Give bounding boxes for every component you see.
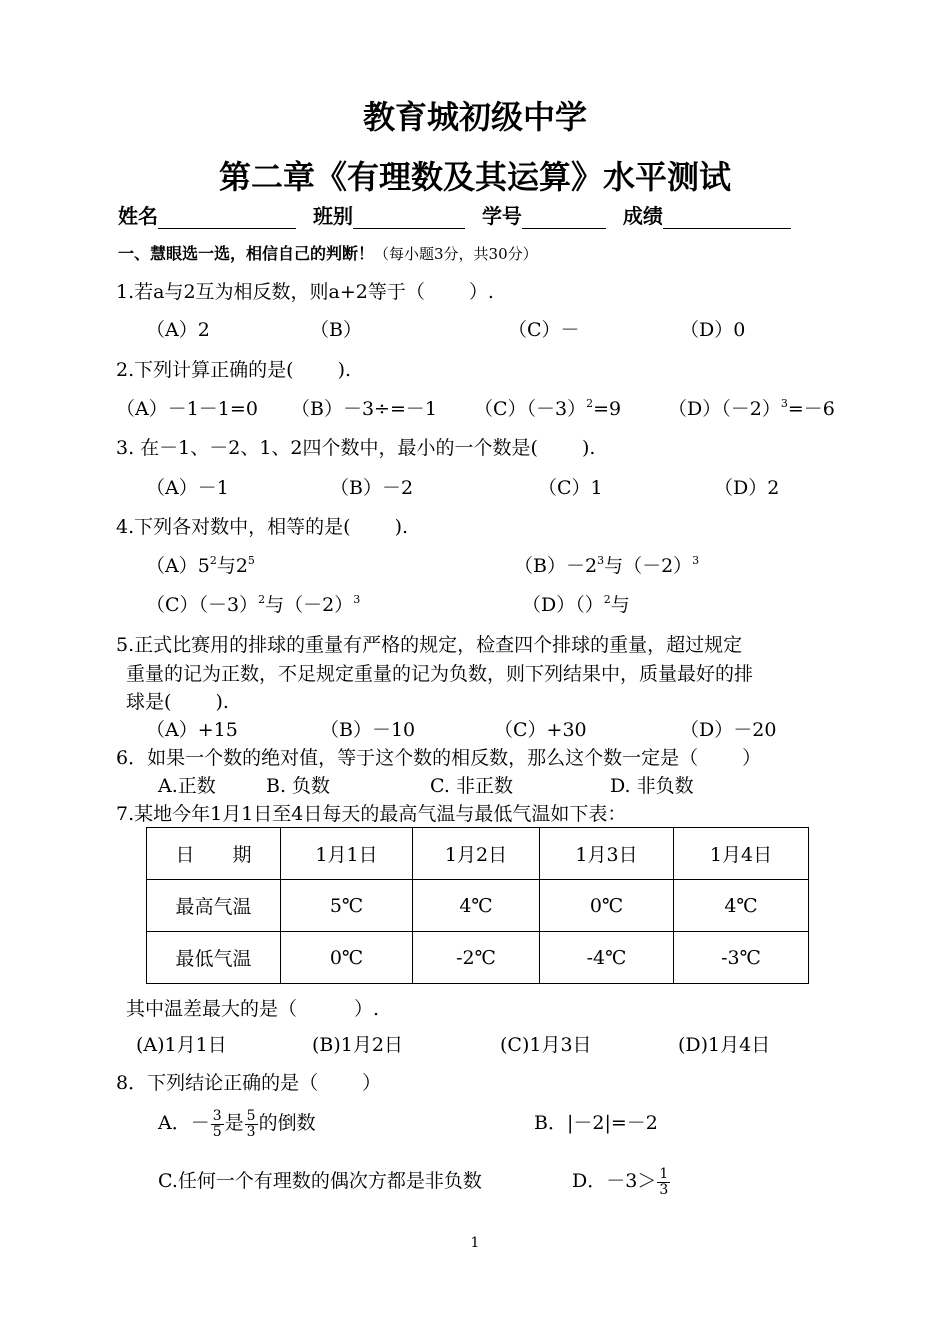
q5-option-a: （A）+15: [146, 719, 238, 741]
q2-option-c: $(C)(-3)^2=9$: [474, 397, 622, 420]
q6-option-c: C. 非正数: [430, 775, 513, 797]
q5-option-b: （B）－10: [320, 719, 416, 741]
table-header-cell: 1月3日: [540, 828, 674, 880]
q6-stem: 6．如果一个数的绝对值，等于这个数的相反数，那么这个数一定是（ ）: [116, 747, 762, 769]
student-info-row: [118, 200, 801, 229]
score-blank[interactable]: [663, 208, 791, 229]
fraction: $\frac{3}{5}$: [212, 1107, 222, 1140]
class-label: 班别: [312, 204, 353, 228]
q4-option-b: $(B)-2^3$与$(-2)^3$: [514, 554, 700, 577]
q7-option-a: (A)1月1日: [136, 1034, 227, 1056]
table-header-cell: 1月2日: [413, 828, 540, 880]
table-cell: 5℃: [281, 880, 413, 932]
q7-stem: 7.某地今年1月1日至4日每天的最高气温与最低气温如下表：: [116, 803, 627, 825]
table-cell: 0℃: [281, 932, 413, 984]
q2-option-b: （B）－3÷=－1: [291, 398, 437, 420]
q3-option-c: （C）1: [538, 477, 603, 499]
table-cell: -2℃: [413, 932, 540, 984]
q6-option-d: D. 非负数: [610, 775, 694, 797]
q7-option-d: (D)1月4日: [678, 1034, 771, 1056]
student-id-label: 学号: [481, 204, 522, 228]
q3-option-b: （B）－2: [330, 477, 414, 499]
table-cell: 4℃: [674, 880, 809, 932]
q7-option-b: (B)1月2日: [312, 1034, 403, 1056]
q5-option-c: （C）+30: [494, 719, 587, 741]
name-blank[interactable]: [158, 208, 296, 229]
q1-option-c: （C）－: [508, 319, 580, 341]
table-header-cell: 日 期: [147, 828, 281, 880]
q4-option-a: $(A)5^2$与$2^5$: [146, 554, 255, 577]
q5-line-2: 重量的记为正数，不足规定重量的记为负数，则下列结果中，质量最好的排: [126, 663, 754, 685]
q3-option-a: （A）－1: [146, 477, 229, 499]
q8-option-b: B．|－2|=－2: [534, 1112, 658, 1134]
q1-stem: 1.若a与2互为相反数，则a+2等于（ ）.: [116, 281, 494, 303]
q2-option-a: （A）－1－1=0: [116, 398, 258, 420]
fraction: $\frac{1}{3}$: [659, 1165, 669, 1198]
q8-stem: 8．下列结论正确的是（ ）: [116, 1072, 382, 1094]
q1-option-a: （A）2: [146, 319, 210, 341]
q5-line-3: 球是( ).: [126, 691, 229, 713]
name-label: 姓名: [118, 204, 158, 228]
q7-option-c: (C)1月3日: [500, 1034, 592, 1056]
q6-option-a: A.正数: [158, 775, 216, 797]
q4-option-c: $(C)(-3)^2$与$(-2)^3$: [146, 593, 361, 616]
q8-option-d: D．－3＞ $\frac{1}{3}$: [572, 1165, 669, 1198]
section-heading: [118, 242, 538, 266]
q1-option-b: （B）: [310, 319, 362, 341]
table-header-cell: 1月1日: [281, 828, 413, 880]
table-header-cell: 1月4日: [674, 828, 809, 880]
table-cell: 4℃: [413, 880, 540, 932]
test-title: 第二章《有理数及其运算》水平测试: [218, 158, 731, 196]
q2-stem: 2.下列计算正确的是( ).: [116, 359, 352, 381]
table-cell: 最高气温: [147, 880, 281, 932]
q2-option-d: $(D)(-2)^3=-6$: [668, 397, 835, 420]
table-row: [147, 880, 809, 932]
section-note: （每小题3分，共30分）: [374, 245, 538, 263]
table-cell: 最低气温: [147, 932, 281, 984]
school-name: 教育城初级中学: [362, 98, 587, 136]
fraction: $\frac{5}{3}$: [246, 1107, 256, 1140]
q5-option-d: （D）－20: [680, 719, 777, 741]
q8-option-c: C.任何一个有理数的偶次方都是非负数: [158, 1170, 482, 1192]
q4-option-d: （D）（）$^2$与: [522, 593, 630, 616]
class-blank[interactable]: [353, 208, 465, 229]
score-label: 成绩: [622, 204, 663, 228]
q6-option-b: B. 负数: [266, 775, 331, 797]
q3-option-d: （D）2: [714, 477, 780, 499]
table-header-row: [147, 828, 809, 880]
table-row: [147, 932, 809, 984]
table-cell: -3℃: [674, 932, 809, 984]
table-cell: -4℃: [540, 932, 674, 984]
q7-question: 其中温差最大的是（ ）.: [126, 998, 380, 1020]
page-number: 1: [470, 1235, 480, 1251]
q1-option-d: （D）0: [680, 319, 746, 341]
q3-stem: 3. 在－1、－2、1、2四个数中，最小的一个数是( ).: [116, 437, 596, 459]
temperature-table: [146, 827, 809, 984]
table-cell: 0℃: [540, 880, 674, 932]
q4-stem: 4.下列各对数中，相等的是( ).: [116, 516, 409, 538]
q5-line-1: 5.正式比赛用的排球的重量有严格的规定，检查四个排球的重量，超过规定: [116, 634, 743, 656]
student-id-blank[interactable]: [522, 208, 606, 229]
q8-option-a: A．－ $\frac{3}{5}$ 是 $\frac{5}{3}$ 的倒数: [158, 1107, 316, 1140]
section-title: 一、慧眼选一选，相信自己的判断！: [118, 244, 375, 263]
